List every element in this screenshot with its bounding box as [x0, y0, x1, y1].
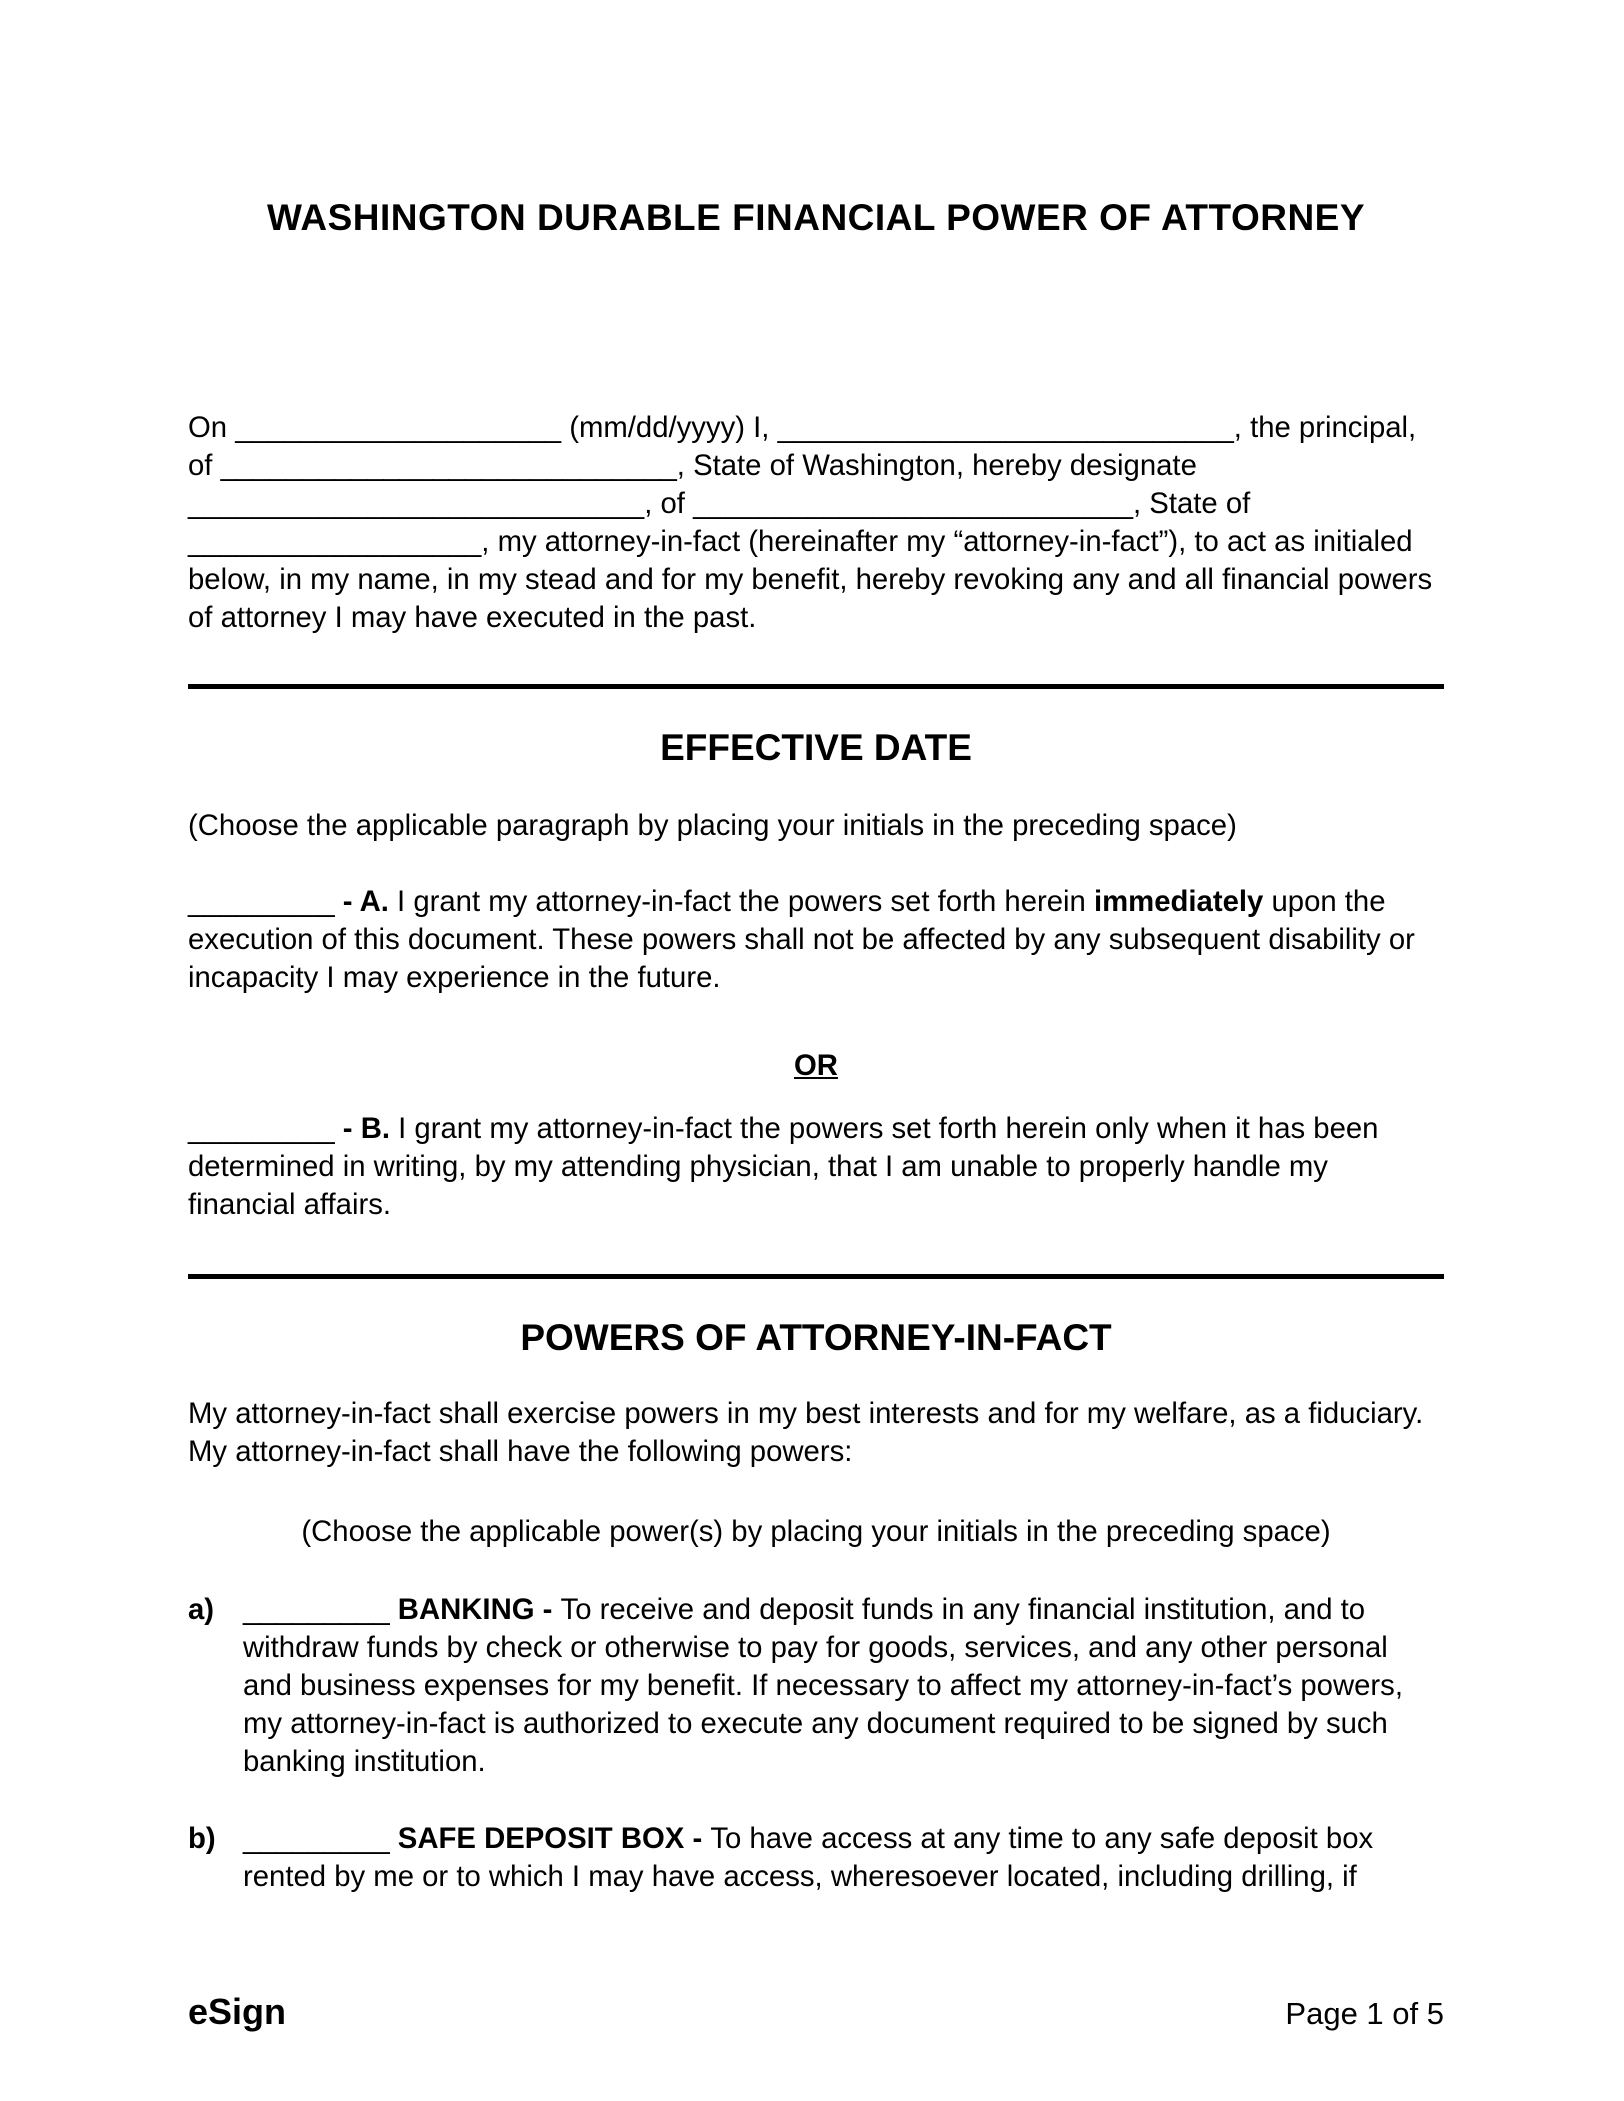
option-a-initials-blank: _________	[188, 885, 335, 918]
instruction-text: (Choose the applicable power(s) by placing your initials in the preceding space)	[301, 1515, 1331, 1548]
intro-line-1: On ____________________ (mm/dd/yyyy) I, ____________________________, the principal,	[188, 411, 1417, 444]
power-item-text: To have access at any time to any safe deposit box	[710, 1822, 1374, 1855]
powers-heading: POWERS OF ATTORNEY-IN-FACT	[520, 1317, 1112, 1358]
powers-intro-line-1: My attorney-in-fact shall exercise powers in my best interests and for my welfare, as a fiduciary.	[188, 1397, 1424, 1430]
section-divider-top	[188, 684, 1444, 689]
powers-intro-paragraph	[188, 1395, 1444, 1471]
power-item-line-4: my attorney-in-fact is authorized to execute any document required to be signed by such	[243, 1707, 1388, 1740]
option-a-bold-word: immediately	[1093, 885, 1264, 918]
initials-blank: _________	[243, 1593, 398, 1626]
option-b-line-3: financial affairs.	[188, 1188, 392, 1221]
option-b-text: I grant my attorney-in-fact the powers set forth herein only when it has been	[398, 1112, 1379, 1145]
power-item-safe-deposit-box	[188, 1820, 1444, 1896]
power-item-title: BANKING -	[397, 1593, 561, 1626]
esign-brand: eSign	[188, 1991, 287, 2032]
power-item-line-1	[243, 1591, 1444, 1629]
option-a-line-1	[188, 883, 1444, 921]
power-item-marker: a)	[188, 1593, 215, 1626]
option-b-line-2: determined in writing, by my attending physician, that I am unable to properly handle my	[188, 1150, 1328, 1183]
option-a-text: I grant my attorney-in-fact the powers set forth herein	[397, 885, 1094, 918]
page-footer	[188, 1992, 1444, 2034]
instruction-text: (Choose the applicable paragraph by placing your initials in the preceding space)	[188, 809, 1237, 842]
option-a-line-3: incapacity I may experience in the future.	[188, 961, 721, 994]
powers-intro-line-2: My attorney-in-fact shall have the following powers:	[188, 1435, 853, 1468]
option-a-paragraph	[188, 883, 1444, 997]
power-item-text: To receive and deposit funds in any financial institution, and to	[560, 1593, 1366, 1626]
option-a-label: - A.	[334, 885, 398, 918]
intro-paragraph	[188, 409, 1444, 637]
option-a-line-2: execution of this document. These powers shall not be affected by any subsequent disability or	[188, 923, 1415, 956]
option-a-text-end: upon the	[1263, 885, 1386, 918]
power-item-line-1	[243, 1820, 1444, 1858]
powers-instruction	[188, 1513, 1444, 1551]
option-b-initials-blank: _________	[188, 1112, 335, 1145]
power-item-line-2: rented by me or to which I may have access, wheresoever located, including drilling, if	[243, 1860, 1357, 1893]
power-item-title: SAFE DEPOSIT BOX -	[397, 1822, 711, 1855]
power-item-banking	[188, 1591, 1444, 1781]
or-separator	[188, 1047, 1444, 1085]
intro-line-2: of ____________________________, State of Washington, hereby designate	[188, 449, 1197, 482]
intro-line-3: ____________________________, of ___________________________, State of	[188, 487, 1251, 520]
intro-line-5: below, in my name, in my stead and for my benefit, hereby revoking any and all financial powers	[188, 563, 1433, 596]
or-separator-text: OR	[794, 1049, 838, 1082]
option-b-line-1	[188, 1110, 1444, 1148]
power-item-line-3: and business expenses for my benefit. If necessary to affect my attorney-in-fact’s powers,	[243, 1669, 1403, 1702]
option-b-label: - B.	[334, 1112, 399, 1145]
power-item-line-2: withdraw funds by check or otherwise to pay for goods, services, and any other personal	[243, 1631, 1388, 1664]
power-item-line-5: banking institution.	[243, 1745, 486, 1778]
initials-blank: _________	[243, 1822, 398, 1855]
intro-line-4: __________________, my attorney-in-fact (hereinafter my “attorney-in-fact”), to act as initialed	[188, 525, 1413, 558]
page-number: Page 1 of 5	[1285, 1996, 1444, 2031]
power-item-marker: b)	[188, 1822, 216, 1855]
intro-line-6: of attorney I may have executed in the past.	[188, 601, 757, 634]
effective-date-heading: EFFECTIVE DATE	[660, 727, 972, 768]
option-b-paragraph	[188, 1110, 1444, 1224]
effective-date-instruction	[188, 807, 1444, 845]
document-title: WASHINGTON DURABLE FINANCIAL POWER OF ATTORNEY	[266, 197, 1366, 238]
section-divider-middle	[188, 1274, 1444, 1279]
